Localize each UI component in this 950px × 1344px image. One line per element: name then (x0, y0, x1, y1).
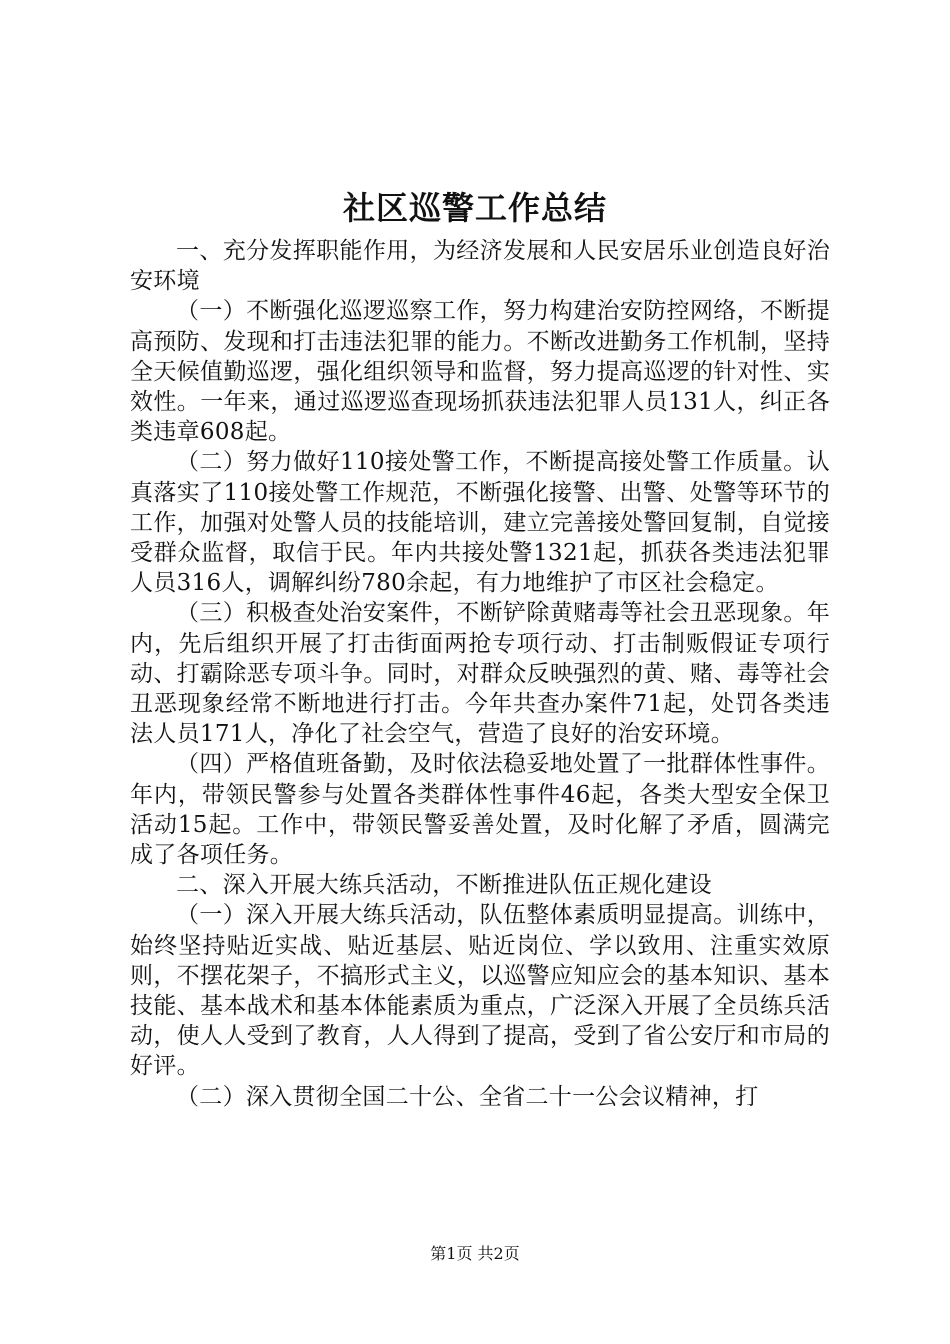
section-heading-2: 二、深入开展大练兵活动，不断推进队伍正规化建设 (176, 872, 712, 899)
section-heading-1: 一、充分发挥职能作用，为经济发展和人民安居乐业创造良好治安环境 (130, 238, 830, 295)
paragraph: （一）深入开展大练兵活动，队伍整体素质明显提高。训练中，始终坚持贴近实战、贴近基层、贴近岗位、学以致用、注重实效原则，不摆花架子，不搞形式主义，以巡警应知应会的基本知识、基本技能、基本战术和基本体能素质为重点，广泛深入开展了全员练兵活动，使人人受到了教育，人人得到了提高，受到了省公安厅和市局的好评。 (130, 902, 830, 1080)
document-title: 社区巡警工作总结 (342, 189, 607, 227)
paragraph: （一）不断强化巡逻巡察工作，努力构建治安防控网络，不断提高预防、发现和打击违法犯罪的能力。不断改进勤务工作机制，坚持全天候值勤巡逻，强化组织领导和监督，努力提高巡逻的针对性、实效性。一年来，通过巡逻巡查现场抓获违法犯罪人员131人，纠正各类违章608起。 (130, 298, 830, 446)
paragraph: （四）严格值班备勤，及时依法稳妥地处置了一批群体性事件。年内，带领民警参与处置各类群体性事件46起，各类大型安全保卫活动15起。工作中，带领民警妥善处置，及时化解了矛盾，圆满完成了各项任务。 (130, 751, 830, 869)
page-footer: 第1页 共2页 (430, 1244, 520, 1263)
paragraph: （三）积极查处治安案件，不断铲除黄赌毒等社会丑恶现象。年内，先后组织开展了打击街面两抢专项行动、打击制贩假证专项行动、打霸除恶专项斗争。同时，对群众反映强烈的黄、赌、毒等社会丑恶现象经常不断地进行打击。今年共查办案件71起，处罚各类违法人员171人，净化了社会空气，营造了良好的治安环境。 (130, 600, 830, 748)
document-body (130, 236, 830, 1112)
paragraph: （二）深入贯彻全国二十公、全省二十一公会议精神，打 (176, 1083, 759, 1110)
paragraph: （二）努力做好110接处警工作，不断提高接处警工作质量。认真落实了110接处警工作规范，不断强化接警、出警、处警等环节的工作，加强对处警人员的技能培训，建立完善接处警回复制，自觉接受群众监督，取信于民。年内共接处警1321起，抓获各类违法犯罪人员316人，调解纠纷780余起，有力地维护了市区社会稳定。 (130, 449, 830, 597)
